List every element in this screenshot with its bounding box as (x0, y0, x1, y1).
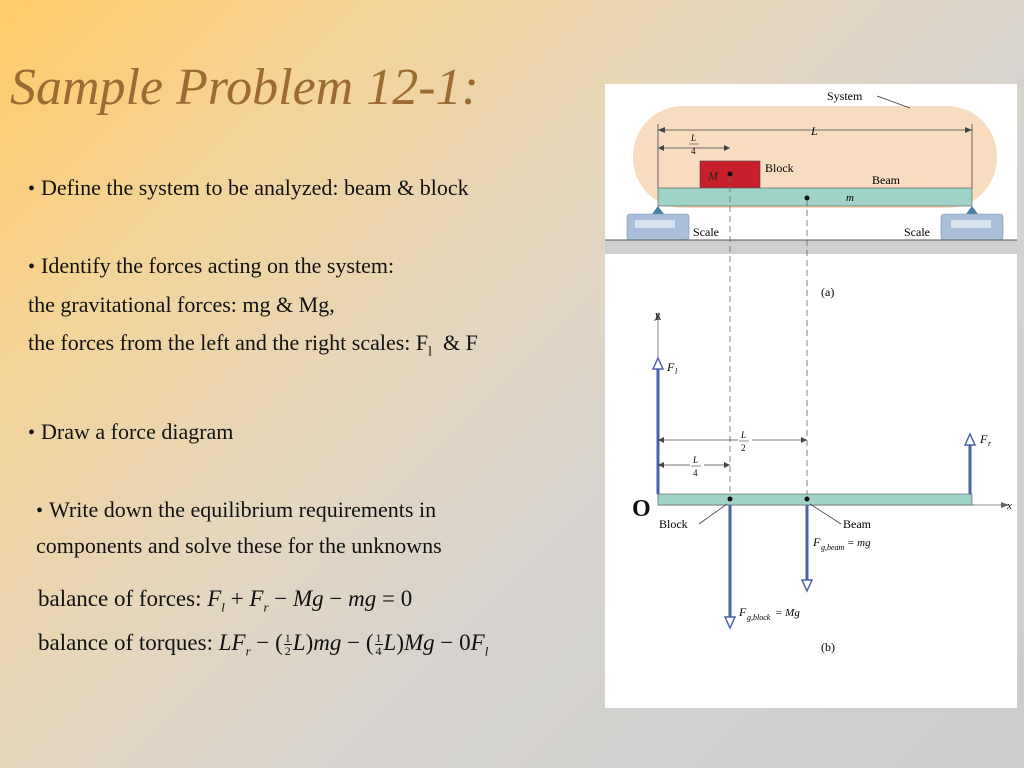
block-point-label: Block (659, 517, 688, 531)
beam (658, 188, 972, 206)
left-scale-label: Scale (693, 225, 719, 239)
svg-text:g,block: g,block (747, 613, 771, 622)
x-axis-label: x (1007, 500, 1012, 512)
caption-a: (a) (821, 285, 835, 299)
bullet-dot: • (28, 178, 36, 200)
bullet-equilibrium (36, 497, 436, 523)
svg-text:l: l (675, 367, 678, 376)
force-right-label: F (980, 432, 988, 446)
svg-text:g,beam: g,beam (821, 543, 845, 552)
scale-forces-prefix: the forces from the left and the right scales: F (28, 330, 429, 355)
balance-of-torques-equation: balance of torques: $LF_r$ − ( $\frac{1}{2}$ L)mg − ( $\frac{1}{4}$ $L)Mg - 0F_l$ (38, 630, 489, 659)
bullet-dot: • (36, 500, 44, 522)
svg-text:r: r (988, 439, 992, 448)
gravitational-forces-line: the gravitational forces: mg & Mg, (28, 292, 335, 317)
svg-text:L: L (741, 430, 747, 440)
system-label: System (827, 89, 863, 103)
block-mass-label: M (708, 169, 718, 183)
svg-text:2: 2 (741, 443, 746, 453)
svg-text:L: L (693, 455, 699, 465)
quarter-fraction: $\frac{1}{4}$ (375, 631, 382, 659)
beam-block-figure (605, 84, 1017, 708)
half-fraction: $\frac{1}{2}$ (284, 631, 291, 659)
length-label: L (811, 124, 818, 138)
beam-mass-label: m (846, 192, 854, 204)
equilibrium-line2: components and solve these for the unknowns (36, 533, 442, 558)
slide-title: Sample Problem 12-1: (10, 59, 479, 116)
table-surface (605, 240, 1017, 254)
bullet-text: Identify the forces acting on the system: (41, 253, 395, 278)
svg-text:= Mg: = Mg (775, 607, 800, 619)
block-label: Block (765, 161, 794, 175)
svg-text:4: 4 (693, 468, 698, 478)
scale-forces-suffix: & F (432, 330, 478, 355)
bullet-identify-forces (28, 253, 394, 279)
bullet-text: Draw a force diagram (41, 419, 234, 444)
forces-label: balance of forces: (38, 586, 202, 611)
svg-text:L: L (691, 133, 697, 143)
beam-point-label: Beam (843, 517, 871, 531)
bullet-dot: • (28, 256, 36, 278)
bullet-dot: • (28, 422, 36, 444)
origin-label: O (632, 496, 651, 522)
bullet-text: Write down the equilibrium requirements in (49, 497, 437, 522)
right-scale-label: Scale (904, 225, 930, 239)
figure-svg (605, 84, 1017, 708)
y-axis-label: y (655, 309, 660, 321)
svg-text:4: 4 (691, 146, 696, 156)
caption-b: (b) (821, 640, 835, 654)
beam-label: Beam (872, 173, 900, 187)
force-left-label: F (667, 360, 675, 374)
svg-text:= mg: = mg (847, 537, 871, 549)
force-gravity-block-label: F (739, 605, 747, 619)
scale-forces-line (28, 330, 478, 360)
bullet-define-system (28, 175, 469, 201)
balance-of-forces-equation: balance of forces: $F_l + F_r - Mg$ − mg = 0 (38, 586, 413, 615)
torques-label: balance of torques: (38, 630, 213, 655)
bullet-draw-diagram (28, 419, 233, 445)
scale-forces-sub: l (428, 344, 433, 360)
bullet-text: Define the system to be analyzed: beam & block (41, 175, 469, 200)
force-gravity-beam-label: F (813, 535, 821, 549)
beam-free-body (658, 494, 972, 505)
